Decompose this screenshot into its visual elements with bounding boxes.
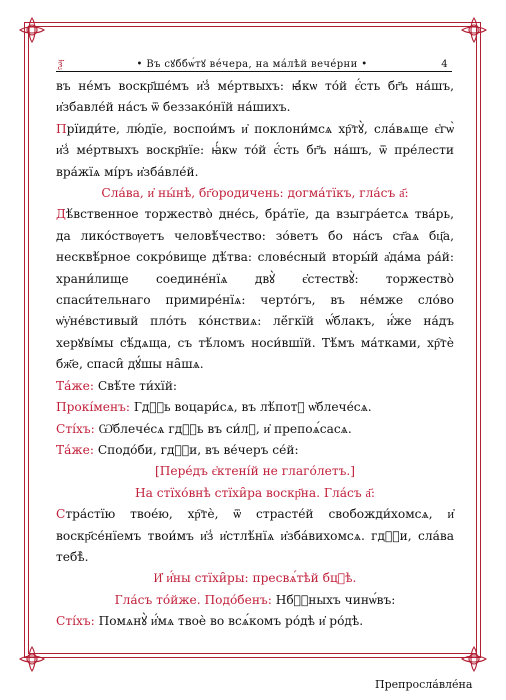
- rubric-text: Прокі́менъ:: [56, 400, 134, 415]
- running-header: [58, 56, 448, 70]
- rubric-text: Д: [56, 207, 66, 222]
- body-text: тра́стїю твое́ю, хр҇тѐ, ѿ страсте́й свобожди́хомсѧ, и҆ воскр҃се́нїемъ твои́мъ и҆з̾ и҆стлѣ́нїѧ и҆зба́вихомсѧ. гдⷭ҇и, сла́ва тебѣ̀.: [56, 507, 454, 564]
- corner-ornament-icon: [460, 645, 488, 673]
- body-text: Помѧнꙋ̀ и҆́мѧ твоѐ во всѧ́комъ ро́дѣ и҆ ро́дѣ.: [98, 614, 364, 629]
- body-text: рїиди́те, лю́дїе, воспои́мъ и҆ поклони́мсѧ хр҇тꙋ̀, сла́вѧще є҆гѡ̀ и҆з̾ ме́ртвыхъ воскр҃нїе: ꙗ҆́кѡ то́й є҆́сть бг҃ъ на́шъ, ѿ пре́лести вра́жїѧ мі́ръ и҆зба́вле́й.: [56, 121, 454, 179]
- paragraph-p7: [56, 419, 454, 440]
- paragraph-p9: [56, 461, 454, 482]
- body-text: Ѡ҆блече́сѧ гдⷭ҇ь въ си́лꙋ, и҆ препоѧ́сасѧ.: [98, 421, 352, 436]
- body-text: Нбⷭ҇ныхъ чинѡ́въ:: [275, 592, 396, 607]
- rubric-text: Сті́хъ:: [56, 614, 99, 629]
- rubric-text: Та́же:: [56, 442, 98, 457]
- rubric-text: [Пере́дъ є҆ктені́й не глаго́летъ.]: [155, 464, 355, 479]
- body-text: Сподо́би, гдⷭ҇и, въ ве́черъ се́й:: [97, 442, 299, 457]
- paragraph-p11: [56, 504, 454, 568]
- rubric-text: П: [56, 121, 67, 136]
- body-text: въ не́мъ воскр҃ше́мъ и҆з̾ ме́ртвыхъ: ꙗ҆́кѡ то́й є҆́сть бг҃ъ на́шъ, и҆збавле́й на́съ ѿ беззако́нїй на́шихъ.: [56, 79, 454, 115]
- rubric-text: Сла́ва, и҆ ны́нѣ, бг҃ородичень: догма́тїкъ, гла́съ а҃:: [101, 186, 409, 201]
- catchword: Препросла́вле́на: [375, 678, 473, 691]
- paragraph-p2: [56, 119, 454, 183]
- corner-ornament-icon: [460, 16, 488, 44]
- body-text: Свѣ́те ти́хїй:: [97, 378, 178, 393]
- rubric-text: Сті́хъ:: [56, 421, 99, 436]
- paragraph-p5: [56, 376, 454, 397]
- corner-ornament-icon: [18, 16, 46, 44]
- paragraph-p4: [56, 204, 454, 375]
- chapter-number: ѯ҃: [58, 57, 63, 70]
- corner-ornament-icon: [18, 645, 46, 673]
- paragraph-p10: [56, 483, 454, 504]
- rubric-text: Та́же:: [56, 378, 98, 393]
- rubric-text: С: [56, 507, 66, 522]
- page-number: 4: [441, 59, 448, 70]
- paragraph-p1: [56, 76, 454, 119]
- body-text: Гдⷭ҇ь воцари́сѧ, въ лѣ́потꙋ ѡ҆блече́сѧ.: [133, 400, 372, 415]
- body-text: ѣ́вственное торжество̀ дне́сь, бра́тїе, да взыгра́етсѧ тва́рь, да лико́ствѹетъ человѣ́чество: зо́ветъ бо на́съ ст҃аѧ бц҃а, несквѣ́рное сокро́вище дѣ́тва: слове́сный вторы́й а҆да́ма ра́й: храни́лище соедине́нїѧ двꙋ̀ є҆стествꙋ̀: торжество̀ спаси́тельнаго примире́нїѧ: черто́гъ, въ не́мже сло́во ѡ҆у҆не́встивый пло́ть ко́нствиѧ: лё́гкїй ѡ҆́блакъ, и҆́же на́дъ херꙋві́мы сѣ́дѧща, съ тѣ́ломъ носи́вшїй. Тѣ́мъ ма́тками, хр҇тѐ бж҃е, спаси̑ дꙋ́шы на̑шѧ.: [56, 207, 454, 372]
- paragraph-p12: [56, 568, 454, 589]
- rubric-text: И҆ и҆́ны стїхи̑ры: пресвѧ́тѣй бцⷣѣ.: [153, 571, 357, 586]
- paragraph-p3: [56, 183, 454, 204]
- running-title: • Въ сꙋббѡ́тꙋ ве́чера, на ма́лѣй вече́рни •: [136, 59, 368, 70]
- paragraph-p13: [56, 590, 454, 611]
- rubric-text: На стїхо́внѣ стїхи̑ра воскр҃на. Гла́съ а҃:: [135, 485, 375, 500]
- paragraph-p8: [56, 440, 454, 461]
- header-rule: [56, 71, 452, 72]
- rubric-text: Гла́съ то́йже. Подо́бенъ:: [114, 592, 276, 607]
- paragraph-p14: [56, 611, 454, 632]
- page-body: [56, 76, 454, 633]
- paragraph-p6: [56, 397, 454, 418]
